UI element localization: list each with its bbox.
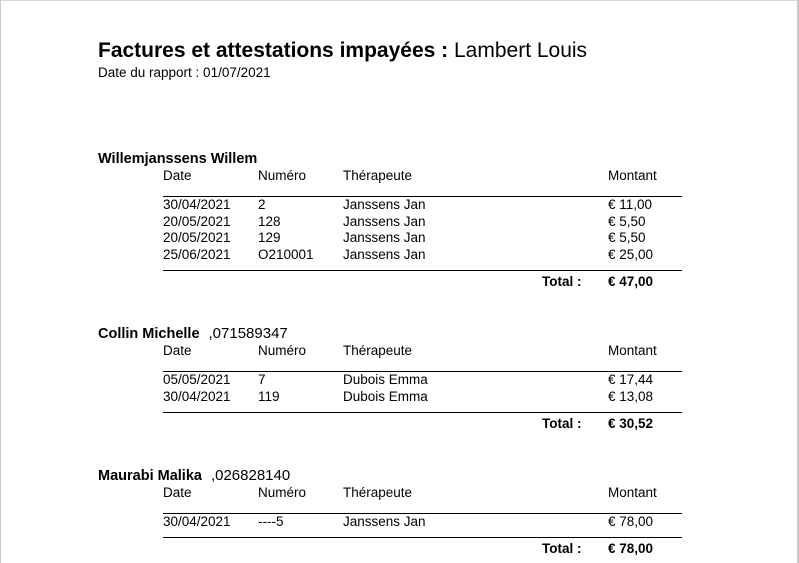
column-header-date: Date — [163, 343, 192, 358]
report-title-label: Factures et attestations impayées : — [98, 39, 449, 62]
invoice-row — [0, 247, 799, 263]
invoice-date: 20/05/2021 — [163, 230, 231, 245]
total-divider — [163, 412, 682, 413]
column-header-numero: Numéro — [258, 485, 307, 500]
client-name: Collin Michelle — [98, 326, 200, 342]
client-phone: ,026828140 — [210, 467, 291, 484]
column-header-therapeute: Thérapeute — [343, 168, 413, 183]
invoice-amount: € 5,50 — [608, 213, 646, 229]
column-header-therapeute: Thérapeute — [343, 485, 413, 500]
total-amount: € 30,52 — [608, 415, 654, 431]
column-header-date: Date — [163, 485, 192, 500]
invoice-therapist: Janssens Jan — [343, 213, 426, 229]
invoice-row — [0, 230, 799, 246]
report-title — [98, 39, 587, 63]
total-label: Total : — [542, 541, 582, 556]
invoice-amount: € 17,44 — [608, 372, 654, 387]
invoice-date: 30/04/2021 — [163, 197, 231, 212]
page-border-top — [0, 0, 799, 1]
invoice-amount: € 25,00 — [608, 246, 654, 262]
invoice-therapist: Dubois Emma — [343, 372, 428, 387]
column-header-montant: Montant — [608, 343, 657, 358]
client-name: Willemjanssens Willem — [98, 151, 258, 167]
invoice-date: 30/04/2021 — [163, 388, 231, 404]
client-phone: ,071589347 — [208, 325, 288, 342]
invoice-number: ----5 — [258, 514, 284, 529]
total-divider — [163, 270, 682, 271]
invoice-date: 30/04/2021 — [163, 514, 231, 529]
invoice-therapist: Janssens Jan — [343, 246, 426, 262]
total-amount: € 47,00 — [608, 273, 654, 289]
invoice-row — [0, 372, 799, 388]
invoice-therapist: Janssens Jan — [343, 514, 426, 529]
invoice-amount: € 78,00 — [608, 514, 654, 529]
invoice-row — [0, 214, 799, 230]
column-header-therapeute: Thérapeute — [343, 343, 413, 358]
invoice-number: 128 — [258, 213, 281, 229]
client-header — [98, 467, 290, 484]
column-header-numero: Numéro — [258, 168, 307, 183]
invoice-amount: € 11,00 — [608, 197, 653, 212]
invoice-date: 20/05/2021 — [163, 213, 231, 229]
total-label: Total : — [542, 273, 582, 289]
invoice-therapist: Dubois Emma — [343, 388, 428, 404]
column-header-numero: Numéro — [258, 343, 307, 358]
invoice-number: 7 — [258, 372, 266, 387]
total-divider — [163, 537, 682, 538]
invoice-number: 2 — [258, 197, 266, 212]
invoice-therapist: Janssens Jan — [343, 230, 426, 245]
invoice-date: 05/05/2021 — [163, 372, 231, 387]
client-name: Maurabi Malika — [98, 468, 202, 484]
invoice-number: 129 — [258, 230, 281, 245]
total-label: Total : — [542, 415, 582, 431]
invoice-number: O210001 — [258, 246, 314, 262]
invoice-amount: € 5,50 — [608, 230, 646, 245]
invoice-amount: € 13,08 — [608, 388, 654, 404]
page-border-left — [0, 0, 1, 563]
invoice-row — [0, 197, 799, 213]
invoice-therapist: Janssens Jan — [343, 197, 426, 212]
invoice-row — [0, 514, 799, 530]
client-header — [98, 325, 288, 342]
column-header-date: Date — [163, 168, 192, 183]
column-header-montant: Montant — [608, 168, 657, 183]
total-amount: € 78,00 — [608, 541, 654, 556]
invoice-row — [0, 389, 799, 405]
invoice-number: 119 — [258, 388, 280, 404]
report-date: Date du rapport : 01/07/2021 — [98, 65, 271, 80]
column-header-montant: Montant — [608, 485, 657, 500]
report-therapist-name: Lambert Louis — [453, 39, 588, 62]
invoice-date: 25/06/2021 — [163, 246, 231, 262]
client-header — [98, 150, 266, 167]
